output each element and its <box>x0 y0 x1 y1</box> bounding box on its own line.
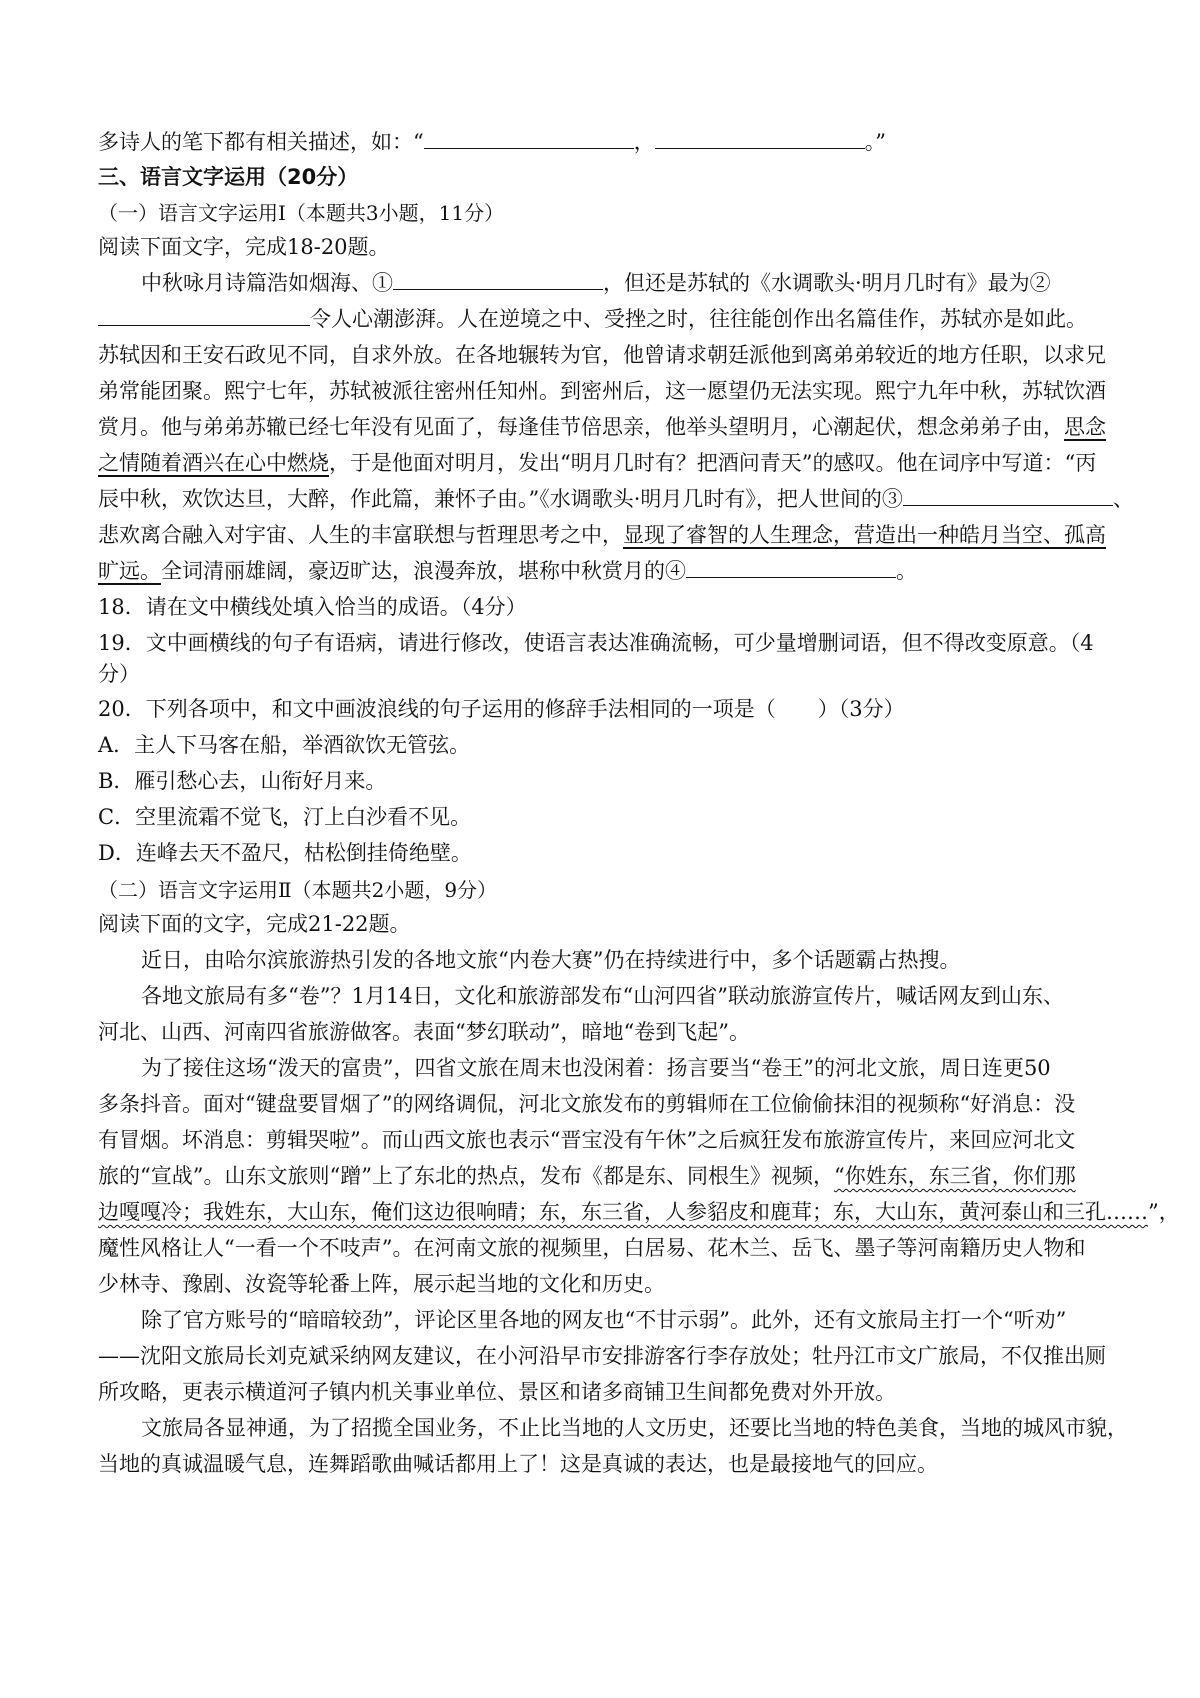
passage-text: 悲欢离合融入对宇宙、人生的丰富联想与哲理思考之中， <box>98 523 623 547</box>
answer-blank-2[interactable] <box>655 128 865 149</box>
passage1-line <box>98 305 1118 333</box>
passage1-line <box>98 449 1118 477</box>
blank-2[interactable] <box>98 305 310 326</box>
passage2-line: ——沈阳文旅局长刘克斌采纳网友建议，在小河沿早市安排游客行李存放处；牡丹江市文广旅局，不仅推出厕 <box>98 1344 1106 1368</box>
option-b[interactable]: B．雁引愁心去，山衔好月来。 <box>98 769 387 793</box>
passage2-line: 少林寺、豫剧、汝瓷等轮番上阵，展示起当地的文化和历史。 <box>98 1272 665 1296</box>
option-c[interactable]: C．空里流霜不觉飞，汀上白沙看不见。 <box>98 805 472 829</box>
underlined-sentence: 显现了睿智的人生理念，营造出一种皓月当空、孤高 <box>623 523 1106 547</box>
passage2-line: 有冒烟。坏消息：剪辑哭啦”。而山西文旅也表示“晋宝没有午休”之后疯狂发布旅游宣传片，来回应河北文 <box>98 1128 1076 1152</box>
underlined-sentence: 旷远。 <box>98 559 161 583</box>
passage-text: 中秋咏月诗篇浩如烟海、① <box>141 271 393 295</box>
instruction-1: 阅读下面文字，完成18-20题。 <box>98 235 390 259</box>
passage-text: 辰中秋，欢饮达旦，大醉，作此篇，兼怀子由。”《水调歌头·明月几时有》，把人世间的③ <box>98 487 903 511</box>
passage1-line: 苏轼因和王安石政见不同，自求外放。在各地辗转为官，他曾请求朝廷派他到离弟弟较近的地方任职，以求兄 <box>98 343 1106 367</box>
wavy-underlined-sentence: 边嘎嘎冷；我姓东，大山东，俺们这边很响晴；东，东三省，人参貂皮和鹿茸；东，大山东，黄河泰山和三孔…… <box>98 1200 1148 1224</box>
passage2-line: 各地文旅局有多“卷”？1月14日，文化和旅游部发布“山河四省”联动旅游宣传片，喊话网友到山东、 <box>141 984 1065 1008</box>
question-19-cont: 分） <box>98 662 140 686</box>
poem-prompt-line <box>98 128 1118 156</box>
prompt-text: 多诗人的笔下都有相关描述，如：“ <box>98 130 424 154</box>
passage-text: 赏月。他与弟弟苏辙已经七年没有见面了，每逢佳节倍思亲，他举头望明月，心潮起伏，想念弟弟子由， <box>98 415 1064 439</box>
passage2-line: 魔性风格让人“一看一个不吱声”。在河南文旅的视频里，白居易、花木兰、岳飞、墨子等河南籍历史人物和 <box>98 1236 1086 1260</box>
question-20: 20．下列各项中，和文中画波浪线的句子运用的修辞手法相同的一项是（ ）（3分） <box>98 697 905 721</box>
passage1-line <box>141 269 1161 297</box>
passage-text: 、 <box>1112 487 1134 511</box>
instruction-2: 阅读下面的文字，完成21-22题。 <box>98 912 411 936</box>
passage2-line: 所攻略，更表示横道河子镇内机关事业单位、景区和诸多商铺卫生间都免费对外开放。 <box>98 1380 896 1404</box>
blank-3[interactable] <box>903 485 1113 506</box>
comma: ， <box>633 130 655 154</box>
underlined-sentence: 思念 <box>1064 415 1106 439</box>
passage-text: ，于是他面对明月，发出“明月几时有？把酒问青天”的感叹。他在词序中写道：“丙 <box>329 451 1097 475</box>
passage2-line <box>98 1162 1118 1190</box>
wavy-underlined-sentence: “你姓东，东三省，你们那 <box>833 1164 1076 1188</box>
option-a[interactable]: A．主人下马客在船，举酒欲饮无管弦。 <box>98 733 471 757</box>
passage1-line <box>98 485 1134 513</box>
section-title: 三、语言文字运用（20分） <box>98 165 359 189</box>
passage1-line <box>98 413 1118 441</box>
passage2-line: 近日，由哈尔滨旅游热引发的各地文旅“内卷大赛”仍在持续进行中，多个话题霸占热搜。 <box>141 948 961 972</box>
passage1-line <box>98 521 1118 549</box>
question-18: 18．请在文中横线处填入恰当的成语。（4分） <box>98 595 527 619</box>
passage-text: 令人心潮澎湃。人在逆境之中、受挫之时，往往能创作出名篇佳作，苏轼亦是如此。 <box>310 307 1087 331</box>
passage-text: 旅的“宣战”。山东文旅则“蹭”上了东北的热点，发布《都是东、同根生》视频， <box>98 1164 834 1188</box>
question-19: 19．文中画横线的句子有语病，请进行修改，使语言表达准确流畅，可少量增删词语，但不得改变原意。（4 <box>98 631 1094 655</box>
passage2-line: 当地的真诚温暖气息，连舞蹈歌曲喊话都用上了！这是真诚的表达，也是最接地气的回应。 <box>98 1452 938 1476</box>
passage-text: ”， <box>1148 1200 1180 1224</box>
passage1-line <box>98 557 1118 585</box>
passage2-line <box>98 1198 1180 1226</box>
passage1-line: 弟常能团聚。熙宁七年，苏轼被派往密州任知州。到密州后，这一愿望仍无法实现。熙宁九年中秋，苏轼饮酒 <box>98 379 1106 403</box>
option-d[interactable]: D．连峰去天不盈尺，枯松倒挂倚绝壁。 <box>98 841 472 865</box>
underlined-sentence: 之情随着酒兴在心中燃烧 <box>98 451 329 475</box>
passage-text: 。 <box>896 559 917 583</box>
passage-text: ，但还是苏轼的《水调歌头·明月几时有》最为② <box>603 271 1051 295</box>
subsection-header-2: （二）语言文字运用Ⅱ（本题共2小题，9分） <box>98 878 498 902</box>
passage2-line: 河北、山西、河南四省旅游做客。表面“梦幻联动”，暗地“卷到飞起”。 <box>98 1020 750 1044</box>
passage2-line: 多条抖音。面对“键盘要冒烟了”的网络调侃，河北文旅发布的剪辑师在工位偷偷抹泪的视频称“好消息：没 <box>98 1092 1076 1116</box>
passage-text: 全词清丽雄阔，豪迈旷达，浪漫奔放，堪称中秋赏月的④ <box>161 559 686 583</box>
answer-blank-1[interactable] <box>424 128 634 149</box>
passage2-line: 文旅局各显神通，为了招揽全国业务，不止比当地的人文历史，还要比当地的特色美食，当地的城风市貌， <box>141 1416 1128 1440</box>
passage2-line: 为了接住这场“泼天的富贵”，四省文旅在周末也没闲着：扬言要当“卷王”的河北文旅，周日连更50 <box>141 1056 1051 1080</box>
closing-quote: 。” <box>864 130 886 154</box>
passage2-line: 除了官方账号的“暗暗较劲”，评论区里各地的网友也“不甘示弱”。此外，还有文旅局主打一个“听劝” <box>141 1308 1067 1332</box>
blank-4[interactable] <box>686 557 896 578</box>
subsection-header-1: （一）语言文字运用Ⅰ（本题共3小题，11分） <box>98 201 505 225</box>
blank-1[interactable] <box>393 269 603 290</box>
